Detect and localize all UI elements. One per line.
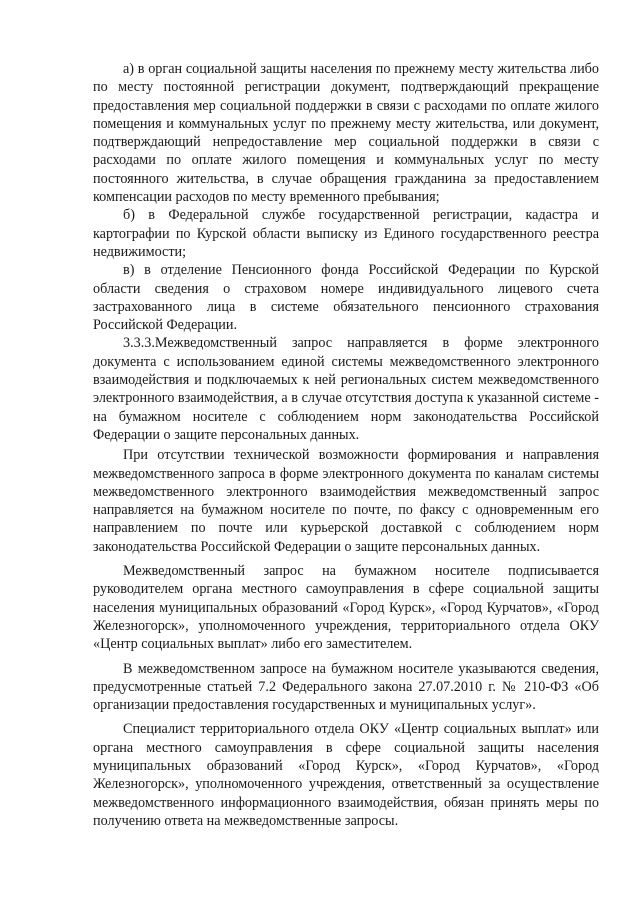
- document-body: [93, 60, 599, 830]
- paragraph-specialist-duty: Специалист территориального отдела ОКУ «Центр социальных выплат» или органа местного самоуправления в сфере социальной защиты населения муниципальных образований «Город Курск», «Город Курчатов», «Город Железногорск», уполномоченного учреждения, ответственный за осуществление межведомственного информационного взаимодействия, обязан принять меры по получению ответа на межведомственные запросы.: [93, 721, 599, 829]
- paragraph-item-a: а) в орган социальной защиты населения по прежнему месту жительства либо по месту постоянной регистрации документ, подтверждающий прекращение предоставления мер социальной поддержки в связи с расходами по оплате жилого помещения и коммунальных услуг по прежнему месту жительства, или документ, подтверждающий непредоставление мер социальной поддержки в связи с расходами по оплате жилого помещения и коммунальных услуг по месту постоянного жительства, в случае обращения гражданина за предоставлением компенсации расходов по месту временного пребывания;: [93, 61, 599, 206]
- paragraph-no-technical-possibility: При отсутствии технической возможности формирования и направления межведомственного запроса в форме электронного документа по каналам системы межведомственного электронного взаимодействия межведомственный запрос направляется на бумажном носителе по почте, по факсу с одновременным его направлением по почте или курьерской доставкой с соблюдением норм законодательства Российской Федерации о защите персональных данных.: [93, 447, 599, 555]
- paragraph-item-b: б) в Федеральной службе государственной регистрации, кадастра и картографии по Курской области выписку из Единого государственного реестра недвижимости;: [93, 207, 599, 260]
- paragraph-paper-request-signing: Межведомственный запрос на бумажном носителе подписывается руководителем органа местного самоуправления в сфере социальной защиты населения муниципальных образований «Город Курск», «Город Курчатов», «Город Железногорск», уполномоченного учреждения, территориального отдела ОКУ «Центр социальных выплат» либо его заместителем.: [93, 563, 599, 653]
- paragraph-item-v: в) в отделение Пенсионного фонда Российской Федерации по Курской области сведения о страховом номере индивидуального лицевого счета застрахованного лица в системе обязательного пенсионного страхования Российской Федерации.: [93, 262, 599, 334]
- paragraph-paper-request-contents: В межведомственном запросе на бумажном носителе указываются сведения, предусмотренные статьей 7.2 Федерального закона 27.07.2010 г. № 210-ФЗ «Об организации предоставления государственных и муниципальных услуг».: [93, 660, 599, 714]
- paragraph-3-3-3: 3.3.3.Межведомственный запрос направляется в форме электронного документа с использованием единой системы межведомственного электронного взаимодействия и подключаемых к ней региональных систем межведомственного электронного взаимодействия, а в случае отсутствия доступа к указанной системе - на бумажном носителе с соблюдением норм законодательства Российской Федерации о защите персональных данных.: [93, 335, 599, 443]
